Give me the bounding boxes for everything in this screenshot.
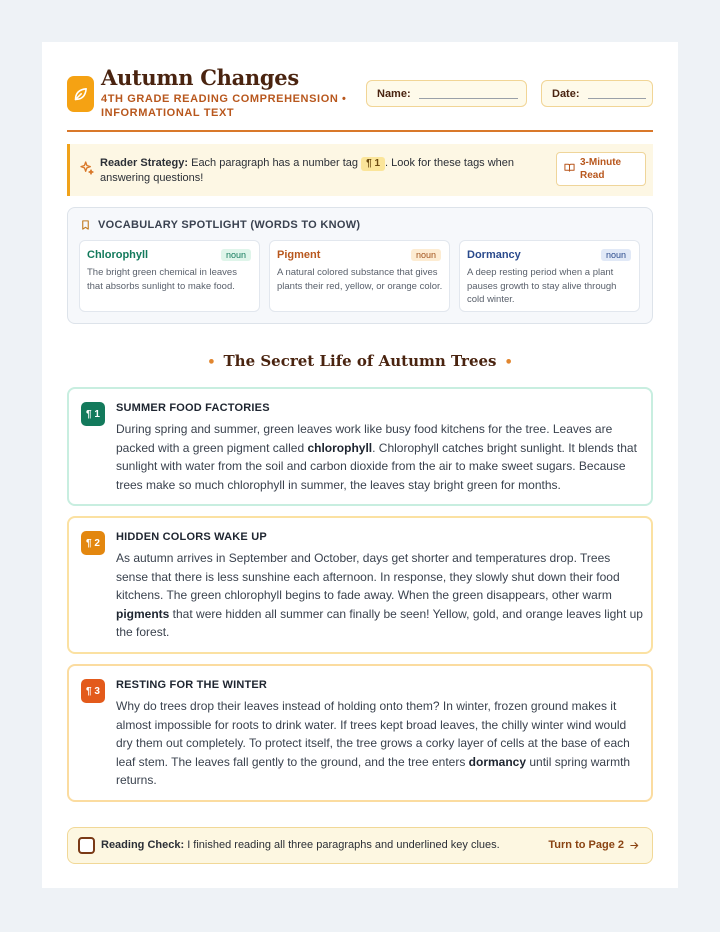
arrow-right-icon bbox=[629, 840, 640, 851]
strategy-text-before: Each paragraph has a number tag bbox=[188, 157, 362, 169]
vocab-definition: A deep resting period when a plant pauses growth to stay alive through cold winter. bbox=[467, 267, 617, 305]
key-term: chlorophyll bbox=[307, 440, 373, 455]
paragraph-number-tag: ¶ 1 bbox=[81, 402, 105, 426]
part-of-speech-badge: noun bbox=[221, 249, 251, 261]
section-title-text: The Secret Life of Autumn Trees bbox=[223, 352, 497, 370]
part-of-speech-badge: noun bbox=[411, 249, 441, 261]
paragraph-card-3 bbox=[67, 664, 653, 802]
leaf-icon bbox=[67, 76, 94, 112]
vocab-term: Pigment bbox=[277, 249, 321, 261]
paragraph-text: During spring and summer, green leaves work like busy food kitchens for the tree. Leaves are packed with a green pigment called bbox=[116, 422, 613, 455]
paragraph-card-2 bbox=[67, 516, 653, 654]
paragraph-body bbox=[116, 697, 644, 790]
worksheet-page bbox=[42, 42, 678, 888]
part-of-speech-badge: noun bbox=[601, 249, 631, 261]
reading-check-text bbox=[101, 839, 500, 851]
reading-check-checkbox[interactable] bbox=[78, 837, 95, 854]
paragraph-text: until spring warmth returns. bbox=[116, 754, 631, 788]
paragraph-text: As autumn arrives in September and October, days get shorter and temperatures drop. Trees sense that there is less sunshine each afternoon. In response, they slowly shut down their food kitchens. The green chlorophyll begins to fade away. When the green disappears, other warm bbox=[116, 551, 620, 603]
header-divider bbox=[67, 130, 653, 132]
paragraph-card-1 bbox=[67, 387, 653, 506]
bookmark-icon bbox=[80, 219, 91, 231]
vocabulary-heading bbox=[80, 219, 360, 231]
paragraph-body bbox=[116, 420, 644, 494]
strategy-label: Reader Strategy: bbox=[100, 157, 189, 169]
vocab-card-dormancy bbox=[459, 240, 640, 312]
vocab-definition: The bright green chemical in leaves that absorbs sunlight to make food. bbox=[87, 267, 237, 292]
read-time-label: 3-Minute Read bbox=[580, 157, 622, 181]
reading-check-bar bbox=[67, 827, 653, 864]
turn-page-label: Turn to Page 2 bbox=[548, 839, 624, 851]
paragraph-text: Why do trees drop their leaves instead of holding onto them? In winter, frozen ground makes it almost impossible for roots to drink water. If trees kept broad leaves, the chilly winter wind would dry them out completely. To protect itself, the tree grows a corky layer of cells at the base of each leaf stem. The leaves fall gently to the ground, and the tree enters bbox=[116, 699, 630, 769]
bullet-dot-icon: • bbox=[207, 355, 216, 370]
paragraph-number-tag: ¶ 3 bbox=[81, 679, 105, 703]
date-line[interactable] bbox=[588, 89, 646, 99]
bullet-dot-icon: • bbox=[504, 355, 513, 370]
reader-strategy-banner bbox=[67, 144, 653, 196]
paragraph-body bbox=[116, 549, 644, 642]
date-field[interactable] bbox=[541, 80, 653, 107]
vocabulary-heading-text: VOCABULARY SPOTLIGHT (WORDS TO KNOW) bbox=[98, 219, 361, 231]
paragraph-text: that were hidden all summer can finally be seen! Yellow, gold, and orange leaves light up the forest. bbox=[116, 606, 643, 640]
read-time-badge bbox=[556, 152, 646, 186]
paragraph-tag-example: ¶ 1 bbox=[361, 157, 385, 171]
name-label: Name: bbox=[377, 87, 411, 100]
page-title: Autumn Changes bbox=[101, 65, 299, 90]
paragraph-text: . Chlorophyll catches bright sunlight. It blends that sunlight with water from the soil and carbon dioxide from the air to make sweet sugars. Because trees make so much chlorophyll in summer, the leaves stay bright green for months. bbox=[116, 440, 637, 492]
strategy-text bbox=[100, 156, 545, 186]
section-title bbox=[42, 352, 678, 370]
vocab-term: Chlorophyll bbox=[87, 249, 149, 261]
reading-check-label: Reading Check: bbox=[101, 839, 185, 851]
vocabulary-spotlight bbox=[67, 207, 653, 324]
key-term: dormancy bbox=[468, 754, 527, 769]
name-field[interactable] bbox=[366, 80, 527, 107]
vocab-card-chlorophyll bbox=[79, 240, 260, 312]
date-label: Date: bbox=[552, 87, 580, 100]
turn-page-link[interactable] bbox=[548, 839, 640, 851]
strategy-text-after: . Look for these tags when answering questions! bbox=[100, 157, 515, 184]
vocab-definition: A natural colored substance that gives plants their red, yellow, or orange color. bbox=[277, 267, 443, 292]
sparkle-icon bbox=[79, 160, 95, 181]
paragraph-number-tag: ¶ 2 bbox=[81, 531, 105, 555]
paragraph-heading: SUMMER FOOD FACTORIES bbox=[116, 402, 270, 414]
book-icon bbox=[564, 160, 575, 178]
vocab-card-pigment bbox=[269, 240, 450, 312]
page-subtitle: 4TH GRADE READING COMPREHENSION • INFORMATIONAL TEXT bbox=[101, 93, 347, 119]
vocab-term: Dormancy bbox=[467, 249, 521, 261]
reading-check-message: I finished reading all three paragraphs and underlined key clues. bbox=[184, 839, 500, 851]
key-term: pigments bbox=[116, 606, 170, 621]
paragraph-heading: HIDDEN COLORS WAKE UP bbox=[116, 531, 267, 543]
name-line[interactable] bbox=[419, 89, 518, 99]
paragraph-heading: RESTING FOR THE WINTER bbox=[116, 679, 268, 691]
